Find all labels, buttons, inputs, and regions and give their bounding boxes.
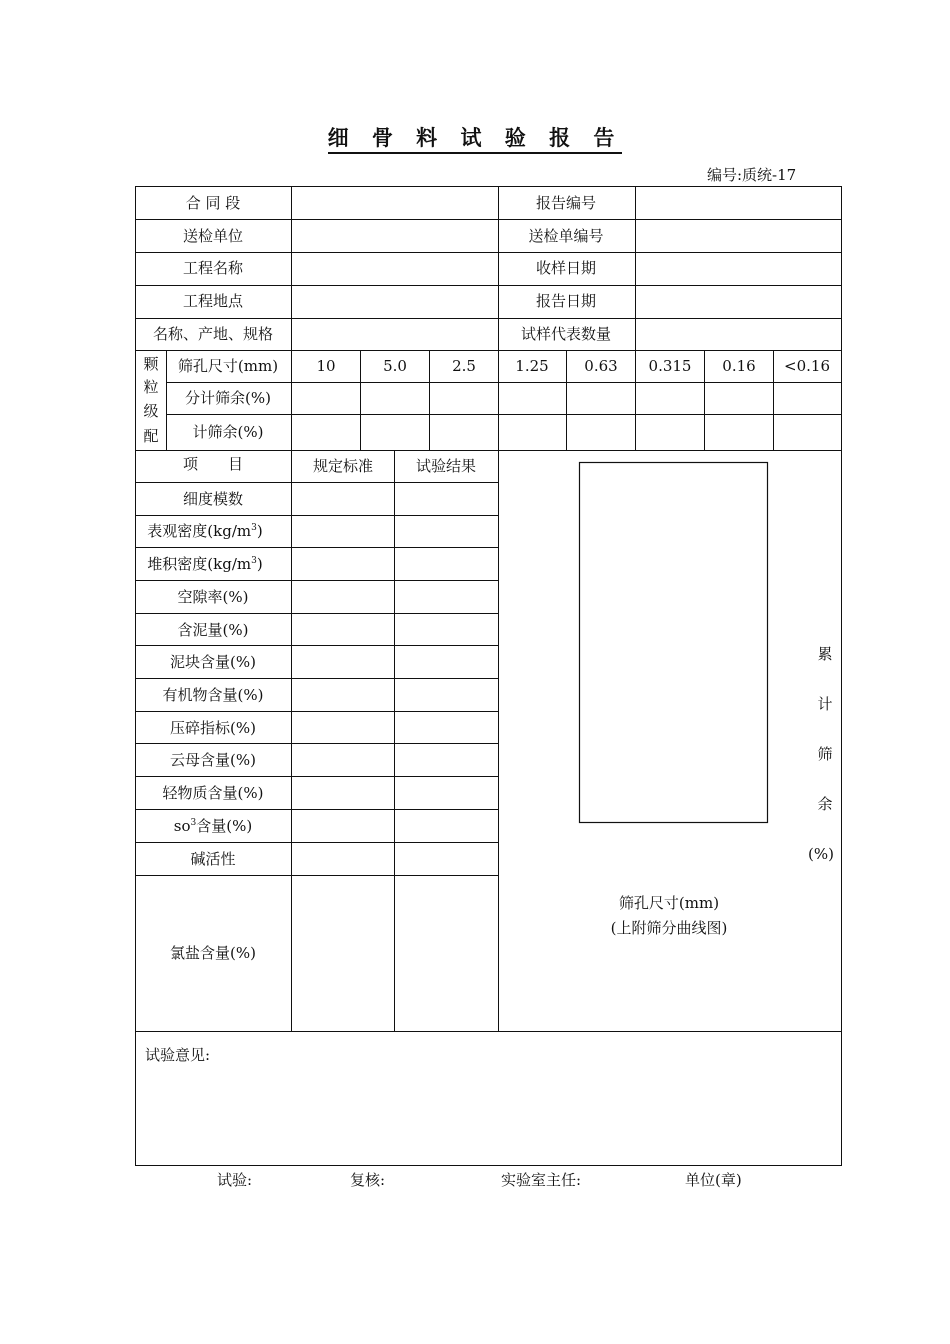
label-report-date: 报告日期: [535, 292, 597, 310]
item-bulk-density: 堆积密度$(kg/m^3)$: [147, 555, 263, 573]
grading-label-char-2: 粒: [143, 378, 159, 396]
partial-retained-label: 分计筛余(%): [185, 389, 271, 407]
sieve-size-2.5: 2.5: [452, 357, 476, 375]
label-contract-section: 合 同 段: [185, 194, 241, 212]
value-report-date[interactable]: [636, 286, 841, 318]
item-clay-lump-content: 泥块含量(%): [170, 653, 256, 671]
cumulative-retained-label: 计筛余(%): [192, 423, 264, 441]
value-sample-quantity[interactable]: [636, 319, 841, 350]
footer-reviewer: 复核:: [350, 1171, 386, 1189]
item-fineness-modulus: 细度模数: [182, 490, 244, 508]
label-sample-quantity: 试样代表数量: [520, 325, 612, 343]
y-axis-char-1: 累: [817, 645, 833, 663]
sieve-size-1.25: 1.25: [515, 357, 549, 375]
footer-tester: 试验:: [217, 1171, 253, 1189]
grading-label-char-4: 配: [143, 427, 159, 445]
label-project-name: 工程名称: [182, 259, 244, 277]
column-result: 试验结果: [415, 457, 477, 475]
item-so3-content: $so^3$含量(%): [173, 817, 253, 835]
y-axis-char-5: (%): [808, 845, 834, 863]
column-item: 项 目: [182, 455, 244, 473]
test-opinion-label: 试验意见:: [145, 1046, 211, 1064]
sieve-size-0.315: 0.315: [648, 357, 692, 375]
item-organic-content: 有机物含量(%): [162, 686, 264, 704]
label-report-number: 报告编号: [535, 194, 597, 212]
value-submission-number[interactable]: [636, 220, 841, 252]
value-receipt-date[interactable]: [636, 253, 841, 285]
report-title: 细 骨 料 试 验 报 告: [0, 122, 950, 152]
label-receipt-date: 收样日期: [535, 259, 597, 277]
value-name-origin-spec[interactable]: [292, 319, 498, 350]
item-alkali-activity: 碱活性: [190, 850, 236, 868]
label-submitting-unit: 送检单位: [182, 227, 244, 245]
value-project-location[interactable]: [292, 286, 498, 318]
x-axis-label: 筛孔尺寸(mm): [618, 894, 720, 912]
item-apparent-density: 表观密度$(kg/m^3)$: [147, 522, 263, 540]
value-report-number[interactable]: [636, 187, 841, 219]
item-void-ratio: 空隙率(%): [177, 588, 249, 606]
y-axis-char-3: 筛: [817, 745, 833, 763]
item-mica-content: 云母含量(%): [170, 751, 256, 769]
item-light-matter-content: 轻物质含量(%): [162, 784, 264, 802]
y-axis-char-2: 计: [817, 695, 833, 713]
grading-label-char-1: 颗: [143, 355, 159, 373]
sieve-size-10: 10: [316, 357, 336, 375]
item-crushing-index: 压碎指标(%): [170, 719, 256, 737]
footer-lab-director: 实验室主任:: [501, 1171, 582, 1189]
sieve-size-below-0.16: <0.16: [784, 357, 830, 375]
chart-frame: [580, 463, 768, 823]
item-chloride-content: 氯盐含量(%): [170, 944, 256, 962]
value-contract-section[interactable]: [292, 187, 498, 219]
value-project-name[interactable]: [292, 253, 498, 285]
sieve-size-0.16: 0.16: [722, 357, 756, 375]
sieve-size-0.63: 0.63: [584, 357, 618, 375]
label-submission-number: 送检单编号: [528, 227, 604, 245]
document-code: 编号:质统-17: [707, 166, 797, 184]
item-clay-content: 含泥量(%): [177, 621, 249, 639]
footer-unit-seal: 单位(章): [685, 1171, 742, 1189]
test-opinion-field[interactable]: [136, 1066, 841, 1164]
chart-caption: (上附筛分曲线图): [610, 919, 728, 937]
sieve-size-5.0: 5.0: [383, 357, 407, 375]
label-project-location: 工程地点: [182, 292, 244, 310]
label-name-origin-spec: 名称、产地、规格: [152, 325, 274, 343]
grading-label-char-3: 级: [143, 402, 159, 420]
sieve-size-label: 筛孔尺寸(mm): [177, 357, 279, 375]
value-submitting-unit[interactable]: [292, 220, 498, 252]
y-axis-char-4: 余: [817, 795, 833, 813]
column-standard: 规定标准: [312, 457, 374, 475]
